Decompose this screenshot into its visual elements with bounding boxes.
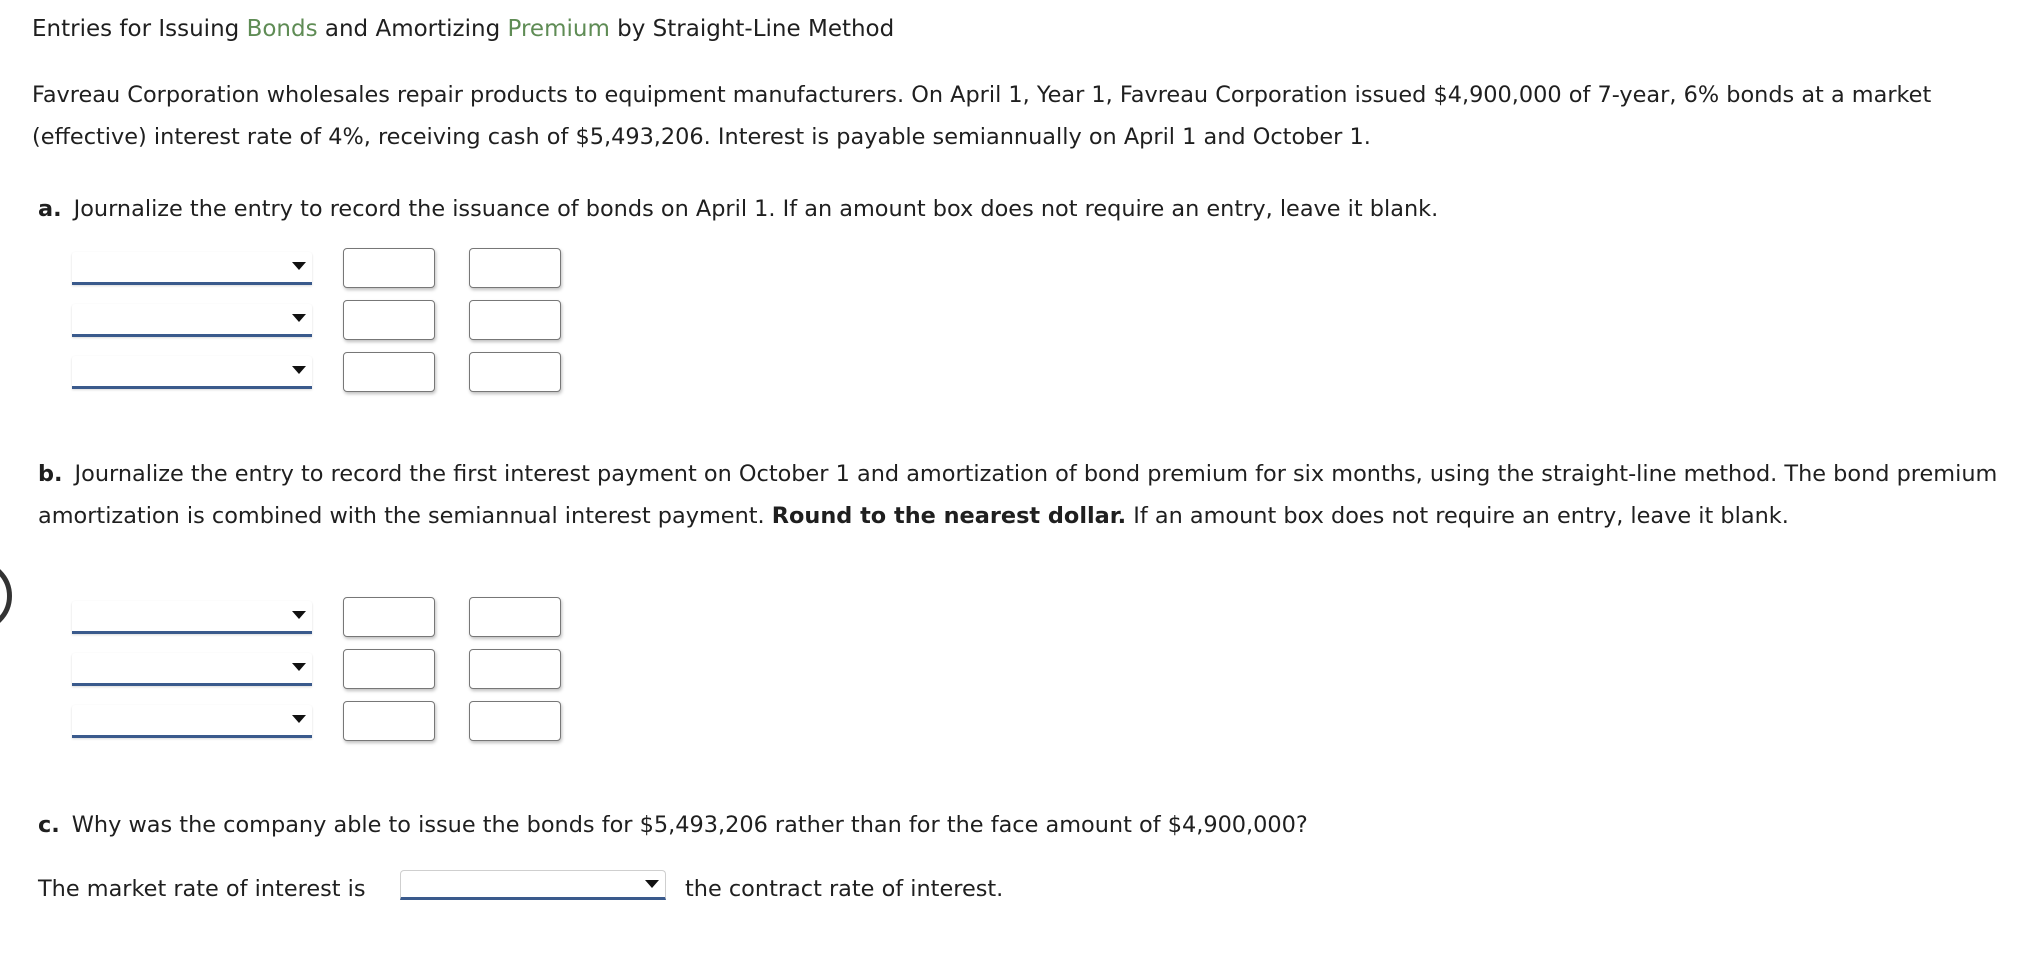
chevron-down-icon — [292, 262, 306, 270]
title-part-2: and Amortizing — [317, 16, 508, 42]
question-c — [38, 804, 1998, 846]
debit-input-b-2[interactable] — [343, 649, 435, 689]
account-select-a-1[interactable] — [72, 252, 312, 285]
credit-input-a-1[interactable] — [469, 248, 561, 288]
debit-input-b-3[interactable] — [343, 701, 435, 741]
credit-input-a-2[interactable] — [469, 300, 561, 340]
bonds-link[interactable]: Bonds — [246, 16, 318, 42]
debit-input-a-1[interactable] — [343, 248, 435, 288]
question-a-text: Journalize the entry to record the issuance of bonds on April 1. If an amount box does not require an entry, leave it blank. — [73, 196, 1439, 222]
credit-input-b-1[interactable] — [469, 597, 561, 637]
chevron-down-icon — [292, 663, 306, 671]
chevron-down-icon — [292, 715, 306, 723]
debit-input-a-3[interactable] — [343, 352, 435, 392]
chevron-down-icon — [645, 880, 659, 888]
problem-intro: Favreau Corporation wholesales repair products to equipment manufacturers. On April 1, Year 1, Favreau Corporation issued $4,900,000 of 7-year, 6% bonds at a market (effective) interest rate of 4%, receiving cash of $5,493,206. Interest is payable semiannually on April 1 and October 1. — [32, 82, 1932, 150]
account-select-a-2[interactable] — [72, 304, 312, 337]
question-c-text: Why was the company able to issue the bonds for $5,493,206 rather than for the face amount of $4,900,000? — [71, 812, 1308, 838]
page-title — [32, 12, 894, 46]
question-b-bold-instruction: Round to the nearest dollar. — [771, 503, 1127, 529]
rate-comparison-select[interactable] — [400, 870, 666, 900]
debit-input-b-1[interactable] — [343, 597, 435, 637]
title-part-3: by Straight-Line Method — [609, 16, 895, 42]
question-a-letter: a. — [38, 196, 62, 222]
title-part-1: Entries for Issuing — [32, 16, 247, 42]
partial-circle-icon — [0, 560, 12, 632]
account-select-a-3[interactable] — [72, 356, 312, 389]
account-select-b-3[interactable] — [72, 705, 312, 738]
credit-input-a-3[interactable] — [469, 352, 561, 392]
account-select-b-1[interactable] — [72, 601, 312, 634]
question-b — [38, 453, 2033, 537]
chevron-down-icon — [292, 314, 306, 322]
chevron-down-icon — [292, 366, 306, 374]
answer-c-prefix: The market rate of interest is — [38, 876, 366, 902]
question-a — [38, 188, 1998, 230]
chevron-down-icon — [292, 611, 306, 619]
credit-input-b-2[interactable] — [469, 649, 561, 689]
credit-input-b-3[interactable] — [469, 701, 561, 741]
question-c-letter: c. — [38, 812, 60, 838]
question-b-text-end: If an amount box does not require an entry, leave it blank. — [1126, 503, 1789, 529]
premium-link[interactable]: Premium — [507, 16, 610, 42]
answer-c-suffix: the contract rate of interest. — [685, 876, 1004, 902]
account-select-b-2[interactable] — [72, 653, 312, 686]
question-b-text: Journalize the entry to record the first interest payment on October 1 and amortization of bond premium for six months, using the straight-line method. The bond premium amortization is combined with the semiannual interest payment. — [38, 461, 1998, 529]
debit-input-a-2[interactable] — [343, 300, 435, 340]
question-b-letter: b. — [38, 461, 63, 487]
